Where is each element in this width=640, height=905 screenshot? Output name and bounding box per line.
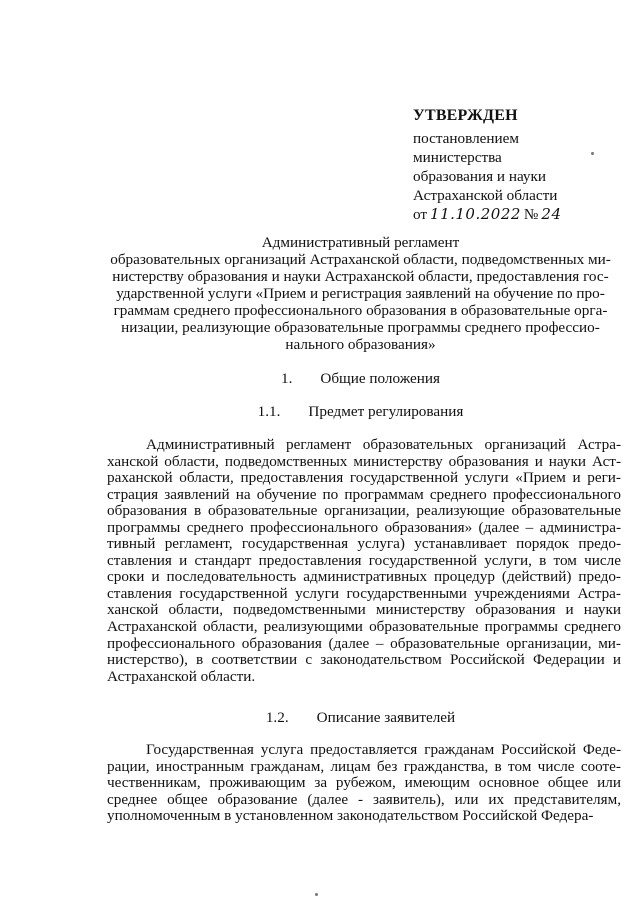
paragraph-line: Государственная услуга предоставляется гражданам Российской Феде- [146,741,621,758]
paragraph-line: Астраханской области, реализующими образовательные программы среднего [107,618,621,636]
paragraph-line: ханской области, подведомственными министерству образования и науки [107,601,621,619]
title-line: низации, реализующие образовательные программы среднего профессио- [121,319,600,336]
paragraph-line: среднее общее образование (далее - заявитель), или их представителям, [107,790,621,808]
paragraph-applicants [107,742,621,825]
paragraph-line: Астраханской области. [107,667,256,685]
paragraph-line: Административный регламент образовательных организаций Астра- [146,436,621,453]
title-line: нального образования» [285,336,436,353]
handwritten-date: 11.10.2022 [430,205,521,223]
paragraph-line: ставления и стандарт предоставления государственной услуги, в том числе [107,551,621,569]
section-heading-1-1 [100,403,621,421]
paragraph-line: страция заявлений на обучение по программам среднего профессионального [107,485,621,503]
approval-heading: УТВЕРЖДЕН [413,107,518,124]
title-main: Административный регламент [261,234,460,251]
paragraph-line: тивный регламент, государственная услуга) устанавливает порядок предо- [107,535,621,553]
number-sign: № [523,206,539,223]
title-line: ударственной услуги «Прием и регистрация заявлений на обучение по про- [116,285,605,302]
section-heading-1-2 [100,709,621,727]
section-title: Общие положения [320,370,441,387]
handwritten-number: 24 [541,205,562,223]
paragraph-line: нистерство), в соответствии с законодательством Российской Федерации и [107,651,621,669]
approval-line: постановлением [413,130,520,147]
date-prefix: от [413,206,428,223]
section-heading-1 [100,370,621,388]
scan-speck [591,152,594,155]
paragraph-line: чественникам, проживающим за рубежом, имеющим основное общее или [107,774,621,792]
paragraph-line: рации, иностранным гражданам, лицам без гражданства, в том числе соотe- [107,757,621,775]
approval-line: министерства [413,149,502,166]
title-line: образовательных организаций Астраханской области, подведомственных ми- [110,251,611,268]
section-number: 1.1. [257,403,281,420]
scan-speck [315,893,318,896]
paragraph-line: профессионального образования (далее – образовательные организации, ми- [107,634,621,652]
approval-line: образования и науки [413,168,547,185]
paragraph-line: сроки и последовательность административных процедур (действий) предо- [107,568,621,586]
paragraph-line: раханской области, предоставления государственной услуги «Прием и реги- [107,469,621,487]
paragraph-subject [107,437,621,685]
approval-date-line [413,205,623,224]
paragraph-line: уполномоченным в установленном законодательством Российской Федера- [107,807,594,825]
section-number: 1. [280,370,293,387]
approval-line: Астраханской области [413,187,558,204]
section-title: Описание заявителей [316,709,456,726]
approval-stamp [413,106,623,224]
title-line: граммам среднего профессионального образования в образовательные орга- [113,302,608,319]
section-number: 1.2. [265,709,289,726]
document-title [100,234,621,353]
section-title: Предмет регулирования [308,403,464,420]
title-line: нистерству образования и науки Астраханской области, предоставления гос- [112,268,609,285]
paragraph-line: программы среднего профессионального образования» (далее – администра- [107,518,621,536]
paragraph-line: ханской области, подведомственных министерству образования и науки Аст- [107,452,621,470]
paragraph-line: образования в образовательные организации, реализующие образовательные [107,502,621,520]
paragraph-line: ставления государственной услуги государственными учреждениями Астра- [107,584,621,602]
